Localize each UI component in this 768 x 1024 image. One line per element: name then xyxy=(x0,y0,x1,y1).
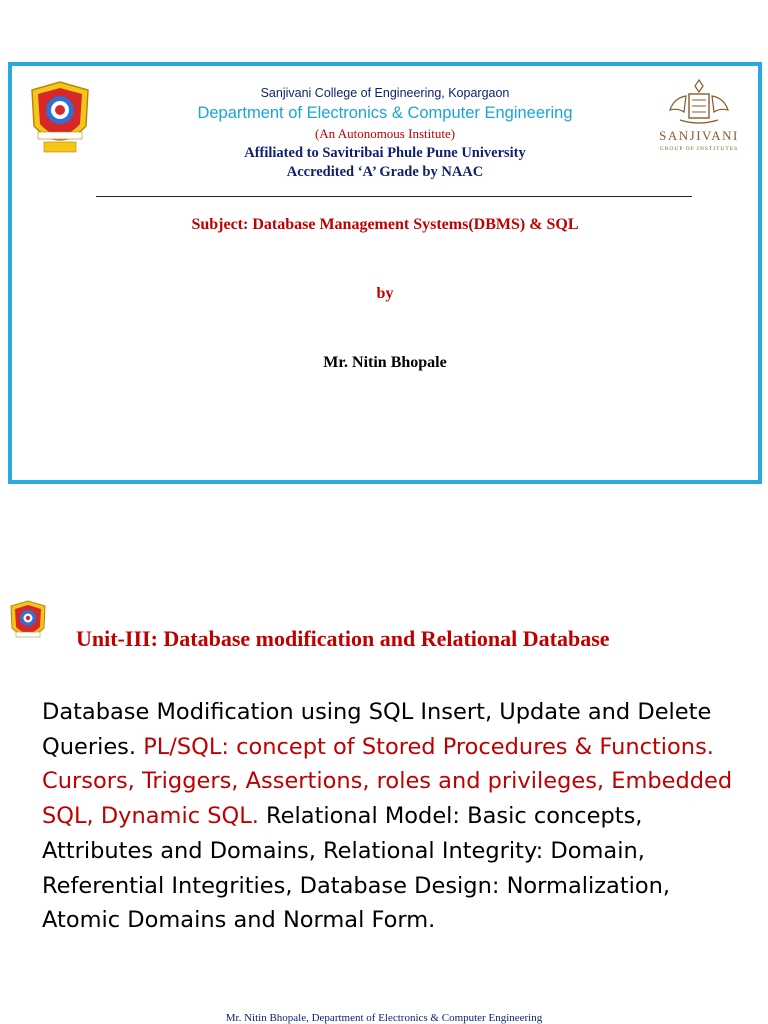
by-label: by xyxy=(376,285,394,302)
title-slide xyxy=(8,62,762,484)
logo-word: SANJIVANI xyxy=(659,128,739,143)
autonomous-label: (An Autonomous Institute) xyxy=(314,126,456,141)
horizontal-divider xyxy=(96,196,692,197)
department-name: Department of Electronics & Computer Engineering xyxy=(197,104,573,122)
syllabus-text-highlighted: PL/SQL: concept of Stored Procedures & Functions. Cursors, Triggers, Assertions, roles and privileges, Embedded SQL, Dynamic SQL. xyxy=(42,733,733,830)
subject-title: Subject: Database Management Systems(DBMS) & SQL xyxy=(191,216,579,233)
college-name: Sanjivani College of Engineering, Kopargaon xyxy=(260,86,510,100)
syllabus-text-part1: Database Modification using SQL Insert, Update and Delete Queries. xyxy=(42,699,712,760)
logo-subtext: GROUP OF INSTITUTES xyxy=(659,146,739,152)
syllabus-text-part3: Relational Model: Basic concepts, Attributes and Domains, Relational Integrity: Domain, Referential Integrities, Database Design: Normalization, Atomic Domains and Normal Form. xyxy=(42,803,671,934)
syllabus-paragraph xyxy=(42,695,742,938)
unit-title: Unit-III: Database modification and Relational Database xyxy=(76,626,610,651)
affiliation-line: Affiliated to Savitribai Phule Pune University xyxy=(244,145,526,161)
slide-footer: Mr. Nitin Bhopale, Department of Electronics & Computer Engineering xyxy=(225,1012,543,1024)
college-emblem-small-logo xyxy=(8,600,48,644)
accreditation-line: Accredited ‘A’ Grade by NAAC xyxy=(286,164,484,180)
author-name: Mr. Nitin Bhopale xyxy=(323,354,447,371)
